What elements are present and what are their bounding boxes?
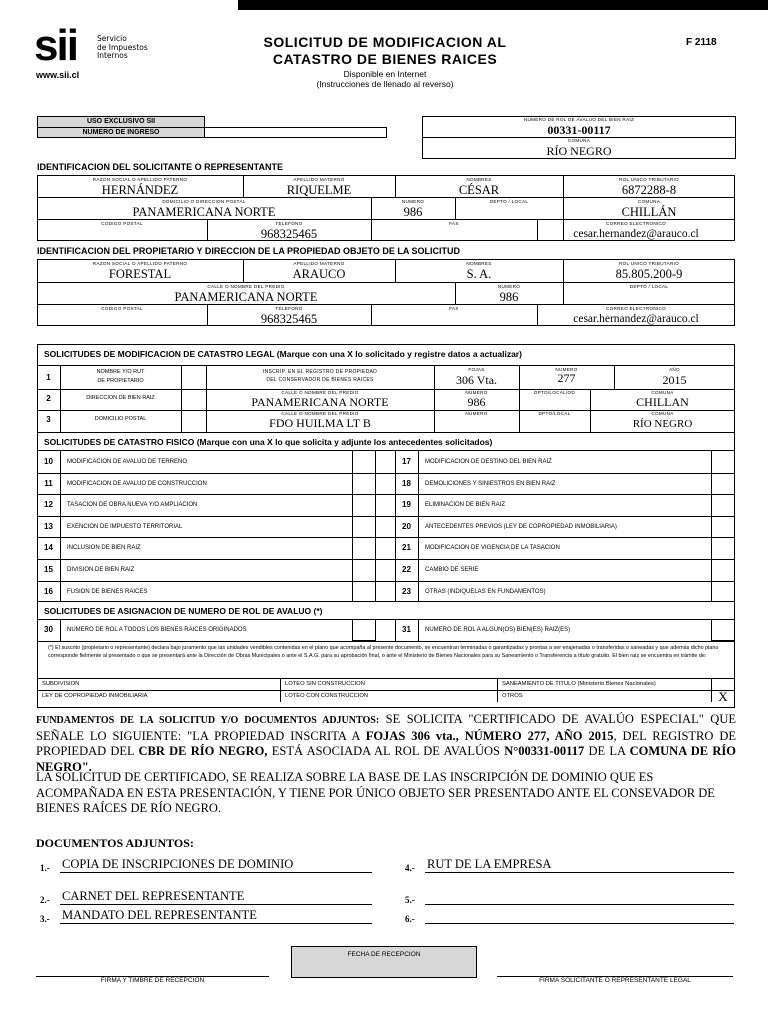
fisico-11-checkbox[interactable]	[352, 473, 376, 495]
legal-row2-comuna-value[interactable]: CHILLAN	[636, 395, 689, 409]
asignacion-31-label: NUMERO DE ROL A ALGUN(OS) BIEN(ES) RAIZ(ES)	[425, 627, 571, 633]
fisico-22-number: 22	[402, 565, 411, 574]
documento-6-number: 6.-	[405, 914, 415, 924]
fisico-23-label: OTRAS (INDIQUELAS EN FUNDAMENTOS)	[425, 588, 546, 595]
fisico-18-number: 18	[402, 478, 411, 488]
numero-ingreso-label: NUMERO DE INGRESO	[37, 127, 205, 138]
top-bar	[238, 0, 768, 10]
legal-row1-inscrip-caption: INSCRIP. EN EL REGISTRO DE PROPIEDAD DEL CONSERVADOR DE BIENES RAICES	[262, 369, 378, 383]
catastro-legal-title: SOLICITUDES DE MODIFICACION DE CATASTRO LEGAL (Marque con una X lo solicitado y registre datos a actualizar)	[44, 349, 522, 359]
solicitante-domicilio-value[interactable]: PANAMERICANA NORTE	[132, 205, 276, 219]
fisico-14-number: 14	[44, 543, 53, 553]
solicitante-correo-caption: CORREO ELECTRONICO	[605, 221, 667, 226]
fisico-16-checkbox[interactable]	[352, 581, 376, 603]
uso-exclusivo-header: USO EXCLUSIVO SII	[37, 116, 205, 128]
fisico-12-number: 12	[44, 500, 53, 510]
fisico-17-checkbox[interactable]	[711, 451, 735, 473]
legal-row2-depto-caption: DPTO/LOCAL/OD	[533, 390, 576, 395]
fisico-22-label: CAMBIO DE SERIE	[425, 567, 479, 573]
asignacion-31-number: 31	[402, 625, 411, 634]
fisico-11-number: 11	[44, 478, 53, 488]
fisico-20-number: 20	[402, 521, 411, 531]
solicitante-materno-caption: APELLIDO MATERNO	[293, 177, 345, 182]
fisico-23-checkbox[interactable]	[711, 581, 735, 603]
propietario-rut-caption: ROL UNICO TRIBUTARIO	[618, 261, 680, 266]
solicitante-numero-caption: NUMERO	[401, 199, 425, 204]
fisico-13-label: EXENCION DE IMPUESTO TERRITORIAL	[67, 523, 183, 530]
tramite-saneamiento: SANEAMIENTO DE TITULO (Ministerio Bienes Nacionales)	[502, 681, 656, 687]
legal-row3-comuna-value[interactable]: RÍO NEGRO	[632, 418, 693, 430]
propietario-numero-caption: NUMERO	[497, 284, 521, 289]
legal-row1-numero-value[interactable]: 277	[557, 371, 576, 385]
sii-logo-subtitle: Servicio de Impuestos Internos	[97, 34, 148, 60]
legal-row1-anio-caption: AÑO	[669, 367, 680, 372]
legal-row2-comuna-caption: COMUNA	[651, 390, 674, 395]
documento-4-text[interactable]: RUT DE LA EMPRESA	[427, 857, 552, 871]
rol-comuna-label: COMUNA	[567, 138, 591, 143]
legal-row3-calle-value[interactable]: FDO HUILMA LT B	[269, 416, 371, 430]
legal-row3-comuna-caption: COMUNA	[651, 411, 674, 416]
rol-label: NUMERO DE ROL DE AVALUO DEL BIEN RAIZ	[523, 117, 635, 122]
legal-row2-label: DIRECCION DE BIEN RAIZ	[86, 395, 155, 401]
fisico-11-label: MODIFICACION DE AVALUO DE CONSTRUCCION	[67, 480, 207, 487]
solicitante-section-title: IDENTIFICACION DEL SOLICITANTE O REPRESENTANTE	[37, 162, 284, 172]
propietario-numero-value[interactable]: 986	[499, 290, 519, 304]
solicitante-razon-value[interactable]: HERNÁNDEZ	[101, 183, 179, 197]
asignacion-30-checkbox[interactable]	[352, 619, 376, 641]
propietario-razon-caption: RAZON SOCIAL O APELLIDO PATERNO	[92, 261, 188, 266]
form-title-line1: SOLICITUD DE MODIFICACION AL	[263, 34, 507, 50]
propietario-depto-caption: DEPTO / LOCAL	[629, 284, 669, 289]
solicitante-telefono-caption: TELEFONO	[275, 221, 303, 226]
fisico-18-label: DEMOLICIONES Y SINIESTROS EN BIEN RAIZ	[425, 480, 556, 487]
fisico-15-number: 15	[44, 565, 53, 574]
fisico-12-checkbox[interactable]	[352, 494, 376, 516]
fundamentos-label: FUNDAMENTOS DE LA SOLICITUD Y/O DOCUMENTOS ADJUNTOS:	[36, 715, 380, 726]
tramite-copropiedad: LEY DE COPROPIEDAD INMOBILIARIA	[42, 693, 148, 699]
solicitante-rut-caption: ROL UNICO TRIBUTARIO	[618, 177, 680, 182]
fisico-19-number: 19	[402, 500, 411, 510]
rol-value[interactable]: 00331-00117	[547, 123, 611, 137]
numero-ingreso-field[interactable]	[204, 127, 387, 138]
fisico-10-label: MODIFICACION DE AVALUO DE TERRENO	[67, 459, 188, 465]
legal-row1-fojas-caption: FOJAS	[468, 367, 485, 372]
propietario-materno-caption: APELLIDO MATERNO	[293, 261, 345, 266]
fisico-16-label: FUSION DE BIENES RAICES	[67, 588, 148, 595]
legal-row2-number: 2	[46, 394, 51, 403]
solicitante-postal-caption: CODIGO POSTAL	[101, 221, 143, 226]
fisico-21-number: 21	[402, 543, 411, 553]
solicitante-domicilio-caption: DOMICILIO O DIRECCION POSTAL	[162, 199, 246, 204]
propietario-correo-value[interactable]: cesar.hernandez@arauco.cl	[573, 313, 699, 325]
fisico-18-checkbox[interactable]	[711, 473, 735, 495]
fecha-recepcion-box[interactable]	[291, 946, 477, 978]
form-title-line2: CATASTRO DE BIENES RAICES	[272, 51, 498, 67]
documento-1-text[interactable]: COPIA DE INSCRIPCIONES DE DOMINIO	[62, 857, 294, 871]
solicitante-comuna-value[interactable]: CHILLÁN	[621, 205, 677, 219]
solicitante-materno-value[interactable]: RIQUELME	[286, 183, 352, 197]
documento-2-text[interactable]: CARNET DEL REPRESENTANTE	[62, 889, 245, 903]
legal-row3-numero-caption: NUMERO	[465, 411, 488, 416]
documentos-title: DOCUMENTOS ADJUNTOS:	[36, 836, 194, 850]
tramite-otros: OTROS	[502, 693, 523, 699]
solicitante-depto-caption: DEPTO / LOCAL	[489, 199, 529, 204]
fisico-14-checkbox[interactable]	[352, 537, 376, 559]
propietario-fax-caption: FAX	[449, 306, 459, 311]
solicitante-razon-caption: RAZON SOCIAL O APELLIDO PATERNO	[92, 177, 188, 182]
juramento-note: (*) El suscrito (propietario o representante) declara bajo juramento que las unidades vendibles contenidas en el plano que acompaña al presente documento, se encuentran terminadas o garantizadas y prontas a ser enajenadas o transferidas o saneadas y que además dicho plano corresponde fielmente al presentado o que se presentará ante la Dirección de Obras Municipales o ante el S.A.G. para su aprobación final, o ante el Ministerio de Bienes Nacionales para su Saneamiento o Transferencia a título gratuito. El bien raíz se encuentra en trámite de:	[48, 645, 719, 660]
asignacion-title: SOLICITUDES DE ASIGNACION DE NUMERO DE ROL DE AVALUO (*)	[44, 606, 323, 616]
fisico-19-label: ELIMINACION DE BIEN RAIZ	[425, 502, 506, 509]
legal-row2-calle-value[interactable]: PANAMERICANA NORTE	[251, 395, 389, 409]
propietario-calle-caption: CALLE O NOMBRE DEL PREDIO	[207, 284, 285, 289]
fundamentos-paragraph[interactable]: FUNDAMENTOS DE LA SOLICITUD Y/O DOCUMENTOS ADJUNTOS: SE SOLICITA "CERTIFICADO DE AVALÚO ESPECIAL" QUE SEÑALE LO SIGUIENTE: "LA PROPIEDAD INSCRITA A FOJAS 306 vta., NÚMERO 277, AÑO 2015, DEL REGISTRO DE PROPIEDAD DEL CBR DE RÍO NEGRO, ESTÁ ASOCIADA AL ROL DE AVALÚOS N°00331-00117 DE LA COMUNA DE RÍO NEGRO".	[36, 712, 736, 774]
fisico-21-checkbox[interactable]	[711, 537, 735, 559]
propietario-nombres-value[interactable]: S. A.	[466, 267, 492, 281]
propietario-rut-value[interactable]: 85.805.200-9	[615, 267, 683, 281]
fisico-15-label: DIVISION DE BIEN RAIZ	[67, 567, 135, 573]
propietario-telefono-value[interactable]: 968325465	[260, 312, 318, 326]
solicitante-rut-value[interactable]: 6872288-8	[621, 183, 677, 197]
solicitante-comuna-caption: COMUNA	[637, 199, 661, 204]
fisico-16-number: 16	[44, 586, 53, 596]
legal-row1-numero-caption: NUMERO	[555, 367, 578, 372]
legal-row3-checkbox[interactable]	[181, 410, 207, 432]
fisico-19-checkbox[interactable]	[711, 494, 735, 516]
fecha-recepcion-label: FECHA DE RECEPCION	[347, 951, 421, 958]
solicitante-correo-value[interactable]: cesar.hernandez@arauco.cl	[573, 228, 699, 240]
tramite-subdivision: SUBDIVISION	[42, 681, 80, 687]
solicitante-telefono-value[interactable]: 968325465	[260, 227, 318, 241]
firma-recepcion-label: FIRMA Y TIMBRE DE RECEPCION	[100, 977, 205, 984]
tramite-loteo-sin: LOTEO SIN CONSTRUCCION	[285, 681, 365, 687]
documento-3-text[interactable]: MANDATO DEL REPRESENTANTE	[62, 908, 257, 922]
fisico-10-checkbox[interactable]	[352, 451, 376, 473]
solicitante-nombres-caption: NOMBRES	[466, 177, 492, 182]
fisico-21-label: MODIFICACION DE VIGENCIA DE LA TASACION	[425, 545, 560, 552]
legal-row3-depto-caption: DPTO/LOCAL	[538, 411, 571, 416]
fisico-15-checkbox[interactable]	[352, 559, 376, 581]
fisico-17-number: 17	[402, 457, 411, 466]
fisico-23-number: 23	[402, 586, 411, 596]
propietario-materno-value[interactable]: ARAUCO	[292, 267, 346, 281]
documento-3-number: 3.-	[40, 914, 50, 924]
legal-row1-fojas-value[interactable]: 306 Vta.	[455, 373, 498, 387]
solicitante-fax-caption: FAX	[449, 221, 459, 226]
legal-row2-numero-caption: NUMERO	[465, 390, 488, 395]
fisico-22-checkbox[interactable]	[711, 559, 735, 581]
form-number: F 2118	[686, 37, 717, 48]
legal-row2-checkbox[interactable]	[181, 389, 207, 410]
rol-comuna-value[interactable]: RÍO NEGRO	[546, 144, 612, 158]
fisico-14-label: INCLUSION DE BIEN RAIZ	[67, 545, 141, 552]
fisico-12-label: TASACION DE OBRA NUEVA Y/O AMPLIACION	[67, 502, 198, 509]
solicitante-numero-value[interactable]: 986	[403, 205, 423, 219]
legal-row1-anio-value[interactable]: 2015	[662, 373, 687, 387]
asignacion-30-number: 30	[44, 625, 53, 634]
propietario-postal-caption: CODIGO POSTAL	[101, 306, 143, 311]
fundamentos-paragraph-2[interactable]: LA SOLICITUD DE CERTIFICADO, SE REALIZA SOBRE LA BASE DE LAS INSCRIPCIÓN DE DOMINIO QUE ES ACOMPAÑADA EN ESTA PRESENTACIÓN, Y TIENE POR ÚNICO OBJETO SER PRESENTADO ANTE EL CONSEVADOR DE BIENES RAÍCES DE RÍO NEGRO.	[36, 770, 715, 815]
asignacion-30-label: NUMERO DE ROL A TODOS LOS BIENES RAICES ORIGINADOS	[67, 627, 247, 633]
propietario-razon-value[interactable]: FORESTAL	[108, 267, 172, 281]
tramite-otros-checkbox[interactable]: X	[718, 689, 728, 704]
propietario-calle-value[interactable]: PANAMERICANA NORTE	[174, 290, 318, 304]
legal-row2-numero-value[interactable]: 986	[467, 395, 486, 409]
fisico-20-checkbox[interactable]	[711, 516, 735, 538]
fisico-17-label: MODIFICACION DE DESTINO DEL BIEN RAIZ	[425, 459, 552, 465]
legal-row3-calle-caption: CALLE O NOMBRE DEL PREDIO	[281, 411, 359, 416]
documento-1-number: 1.-	[40, 863, 50, 873]
propietario-section-title: IDENTIFICACION DEL PROPIETARIO Y DIRECCION DE LA PROPIEDAD OBJETO DE LA SOLICITUD	[37, 246, 461, 256]
propietario-nombres-caption: NOMBRES	[466, 261, 492, 266]
solicitante-nombres-value[interactable]: CÉSAR	[458, 183, 500, 197]
tramite-loteo-con: LOTEO CON CONSTRUCCION	[285, 693, 369, 699]
firma-solicitante-label: FIRMA SOLICITANTE O REPRESENTANTE LEGAL	[539, 977, 691, 984]
website-label: www.sii.cl	[36, 70, 80, 80]
documento-4-number: 4.-	[405, 863, 415, 873]
legal-row1-label: NOMBRE Y/O RUT DE PROPIETARIO	[96, 369, 145, 384]
fisico-13-number: 13	[44, 521, 53, 531]
legal-row3-label: DOMICILIO POSTAL	[94, 416, 147, 422]
form-subtitle-line1: Disponible en Internet	[343, 69, 427, 79]
legal-row1-number: 1	[46, 373, 51, 382]
catastro-fisico-title: SOLICITUDES DE CATASTRO FISICO (Marque con una X lo que solicita y adjunte los antecedentes solicitados)	[44, 437, 493, 447]
fisico-20-label: ANTECEDENTES PREVIOS (LEY DE COPROPIEDAD INMOBILIARIA)	[425, 523, 617, 530]
documento-2-number: 2.-	[40, 895, 50, 905]
form-subtitle-line2: (Instrucciones de llenado al reverso)	[316, 79, 454, 89]
legal-row1-checkbox[interactable]	[181, 365, 207, 389]
fisico-13-checkbox[interactable]	[352, 516, 376, 538]
asignacion-31-checkbox[interactable]	[711, 619, 735, 641]
documento-5-number: 5.-	[405, 895, 415, 905]
fisico-10-number: 10	[44, 457, 53, 466]
sii-logo: sii	[34, 21, 77, 70]
propietario-telefono-caption: TELEFONO	[275, 306, 303, 311]
legal-row3-number: 3	[46, 415, 51, 424]
legal-row2-calle-caption: CALLE O NOMBRE DEL PREDIO	[281, 390, 359, 395]
propietario-correo-caption: CORREO ELECTRONICO	[605, 306, 667, 311]
